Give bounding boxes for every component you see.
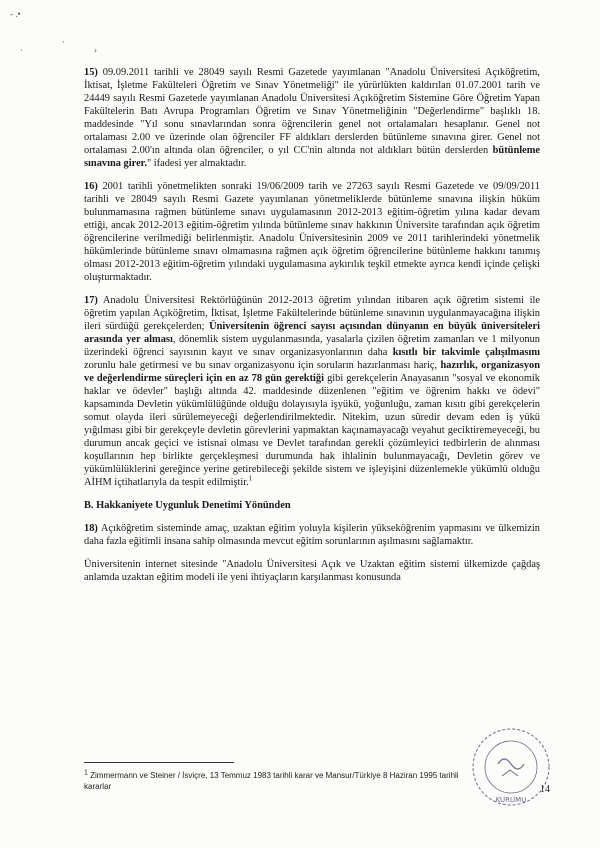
footnote-reference: 1 bbox=[248, 474, 253, 483]
paragraph-text: 2001 tarihli yönetmelikten sonraki 19/06/2009 tarih ve 27263 sayılı Resmi Gazetede ve 09/09/2011 tarihli ve 28049 sayılı Resmi Gazete yayımlanan yönetmeliklerde bütünleme sınavına ilişkin hüküm bulunmamasına rağmen bütünleme sınavı uygulamasının 2012-2013 eğitim-öğretim yılına kadar devam ettiği, ancak 2012-2013 eğitim-öğretim yılında bütünleme sınav hakkının Üniversite tarafından açık öğretim öğrencilerine verilmediği belirlenmiştir. Anadolu Üniversitesinin 2009 ve 2011 tarihlerindeki yönetmelik hükümlerinde bütünleme sınavı olmamasına rağmen açık öğretim öğrencilerine bütünleme hakkını tanımış olması 2012-2013 eğitim-öğretim yılındaki uygulamasına aykırılık teşkil etmekte ayrıca kendi içinde çelişki oluşturmaktadır. bbox=[84, 181, 540, 283]
paragraph-bold-text: bütünleme sınavına girer. bbox=[84, 145, 540, 169]
footnote bbox=[84, 770, 464, 792]
document-body bbox=[84, 66, 540, 594]
stamp-text: KURUMU bbox=[495, 796, 527, 804]
paragraph-15 bbox=[84, 66, 540, 170]
paragraph-text: zorunlu hale getirmesi ve bu sınav organizasyonu için soruların hazırlanması hariç, bbox=[84, 360, 441, 371]
paragraph-bold-text: hazırlık, organizasyon ve değerlendirme süreçleri için en az 78 gün gerektiği bbox=[84, 360, 540, 384]
paragraph-number: 17) bbox=[84, 295, 98, 306]
paragraph-text: " ifadesi yer almaktadır. bbox=[146, 158, 247, 169]
paragraph-number: 18) bbox=[84, 523, 98, 534]
footnote-text: Zimmermann ve Steiner / İsviçre, 13 Temmuz 1983 tarihli karar ve Mansur/Türkiye 8 Haziran 1995 tarihli kararlar bbox=[84, 771, 459, 791]
paragraph-19: Üniversitenin internet sitesinde "Anadolu Üniversitesi Açık ve Uzaktan eğitim sistemi ülkemizde çağdaş anlamda uzaktan eğitim modeli ile yeni ihtiyaçların karşılanması konusunda bbox=[84, 559, 540, 583]
paragraph-text: 09.09.2011 tarihli ve 28049 sayılı Resmi Gazetede yayımlanan "Anadolu Üniversitesi Açıköğretim, İktisat, İşletme Fakülteleri Öğretim ve Sınav Yönetmeliği" ile yürürlükten kaldırılan 01.07.2001 tarih ve 24449 sayılı Resmi Gazetede yayımlanan Anadolu Üniversitesi Açıköğretim Sistemine Göre Öğretim Yapan Fakültelerin Batı Avrupa Programları Öğretim ve Sınav Yönetmeliğinin "Değerlendirme" başlıklı 18. maddesinde "Yıl sonu sınavlarından sonra öğrencilerin genel not ortalamaları hesaplanır. Genel not ortalaması 2.00 ve üzerinde olan öğrenciler FF aldıkları derslerden bütünleme sınavına girer. Genel not ortalaması 2.00'ın altında olan öğrenciler, o yıl CC'nin altında not aldıkları bütün derslerden bbox=[84, 67, 540, 156]
official-seal-stamp bbox=[468, 724, 554, 810]
section-heading: B. Hakkaniyete Uygunluk Denetimi Yönünden bbox=[84, 500, 291, 511]
footnote-divider bbox=[84, 762, 234, 763]
paragraph-16 bbox=[84, 180, 540, 284]
paragraph-text: Açıköğretim sisteminde amaç, uzaktan eğitim yoluyla kişilerin yükseköğrenim yapmasını ve ülkemizin daha fazla eğitimli insana sahip olmasında mevcut eğitim sorunlarının aşılmasını sağlamaktır. bbox=[84, 523, 540, 547]
document-page: - .• · · › 15) 09.09.2011 tarihli ve 28049 sayılı Resmi Gazetede yayımlanan "Anadolu Üniversitesi Açıköğretim, İktisat, İşletme Fakülteleri Öğretim ve Sınav Yönetmeliği" ile yürürlükten kaldırılan 01.07.2001 tarih ve 24449 sayılı Resmi Gazetede yayımlanan Anadolu Üniversitesi Açıköğretim Sistemine Göre Öğretim Yapan Fakültelerin Batı Avrupa Programları Öğretim ve Sınav Yönetmeliğinin "Değerlendirme" başlıklı 18. maddesinde "Yıl sonu sınavlarından sonra öğrencilerin genel not ortalamaları hesaplanır. Genel not ortalaması 2.00 ve üzerinde olan öğrenciler FF aldıkları derslerden bütünleme sınavına girer. Genel not ortalaması 2.00'ın altında olan öğrenciler, o yıl CC'nin altında not aldıkları bütün derslerden bütünleme sınavına girer." ifadesi yer almaktadır. 16) 2001 tarihli yönetmelikten sonraki 19/06/2009 tarih ve 27263 sayılı Resmi Gazetede ve 09/09/2011 tarihli ve 28049 sayılı Resmi Gazete yayımlanan yönetmeliklerde bütünleme sınavına ilişkin hüküm bulunmamasına rağmen bütünleme sınavı uygulamasının 2012-2013 eğitim-öğretim yılına kadar devam ettiği, ancak 2012-2013 eğitim-öğretim yılında bütünleme sınav hakkının Üniversite tarafından açık öğretim öğrencilerine verilmediği belirlenmiştir. Anadolu Üniversitesinin 2009 ve 2011 tarihlerindeki yönetmelik hükümlerinde bütünleme sınavı olmamasına rağmen açık öğretim öğrencilerine bütünleme hakkını tanımış olması 2012-2013 eğitim-öğretim yılındaki uygulamasına aykırılık teşkil etmekte ayrıca kendi içinde çelişki oluşturmaktadır. 17) Anadolu Üniversitesi Rektörlüğünün 2012-2013 öğretim yılından itibaren açık öğretim sistemi ile öğretim yapılan Açıköğretim, İktisat, İşletme Fakültelerinde bütünleme sınavının uygulanmayacağına ilişkin ileri sürdüğü gerekçelerden; Üniversitenin öğrenci sayısı açısından dünyanın en büyük üniversiteleri arasında yer alması, dönemlik sistem uygulanmasında, yasalarla çizilen öğretim zamanları ve 1 milyonun üzerindeki öğrenci sayısının kayıt ve sınav organizasyonlarının daha kısıtlı bir takvimle çalışılmasını zorunlu hale getirmesi ve bu sınav organizasyonu için soruların hazırlanması hariç, hazırlık, organizasyon ve değerlendirme süreçleri için en az 78 gün gerektiği gibi gerekçelerin Anayasanın "sosyal ve ekonomik haklar ve ödevler" başlığı altında 42. maddesinde düzenlenen "eğitim ve öğrenim hakkı ve ödevi" kapsamında Devletin yükümlülüğünde olduğu dolayısıyla işyükü, yoğunluğu, zaman kısıtı gibi gerekçelerin somut olayda ileri sürülemeyeceği değerlendirilmektedir. Nitekim, uzun süredir devam eden iş yükü yığılması gibi bir gerekçeyle devletin görevlerini yapmaktan kaçınamayacağı veyahut geciktiremeyeceği, bu durumun ancak geçici ve istisnai olması ve Devlet tarafından gerekli çözümleyici tedbirlerin de alınması koşullarının hep birlikte gerçekleşmesi durumunda hak ihlalinin bulunmayacağı, Devletin görev ve yükümlülüklerini gereğince yerine getirebileceği şekilde sistem ve işleyişini düzenlemekle yükümlü olduğu AİHM içtihatlarıyla da tespit edilmiştir.$^1$ B. Hakkaniyete Uygunluk Denetimi Yönünden 18) Açıköğretim sisteminde amaç, uzaktan eğitim yoluyla kişilerin yükseköğrenim yapmasını ve ülkemizin daha fazla eğitimli insana sahip olmasında mevcut eğitim sorunlarının aşılmasını sağlamaktır. Üniversitenin internet sitesinde "Anadolu Üniversitesi Açık ve Uzaktan eğitim sistemi ülkemizde çağdaş anlamda uzaktan eğitim modeli ile yeni ihtiyaçların karşılanması konusunda $^1$ Zimmermann ve Steiner / İsviçre, 13 Temmuz 1983 tarihli karar ve Mansur/Türkiye 8 Haziran 1995 tarihli kararlar KURUMU 14 bbox=[0, 0, 600, 848]
paragraph-text: Anadolu Üniversitesi Rektörlüğünün 2012-2013 öğretim yılından itibaren açık öğretim sistemi ile öğretim yapılan Açıköğretim, İktisat, İşletme Fakültelerinde bütünleme sınavının uygulanmayacağına ilişkin ileri sürdüğü gerekçelerden; bbox=[84, 295, 540, 332]
paragraph-text: gibi gerekçelerin Anayasanın "sosyal ve ekonomik haklar ve ödevler" başlığı altında 42. maddesinde düzenlenen "eğitim ve öğrenim hakkı ve ödevi" kapsamında Devletin yükümlülüğünde olduğu dolayısıyla işyükü, yoğunluğu, zaman kısıtı gibi gerekçelerin somut olayda ileri sürülemeyeceği değerlendirilmektedir. Nitekim, uzun süredir devam eden iş yükü yığılması gibi bir gerekçeyle devletin görevlerini yapmaktan kaçınamayacağı veyahut geciktiremeyeceği, bu durumun ancak geçici ve istisnai olması ve Devlet tarafından gerekli çözümleyici tedbirlerin de alınması koşullarının hep birlikte gerçekleşmesi durumunda hak ihlalinin bulunmayacağı, Devletin görev ve yükümlülüklerini gereğince yerine getirebileceği şekilde sistem ve işleyişini düzenlemekle yükümlü olduğu AİHM içtihatlarıyla da tespit edilmiştir. bbox=[84, 373, 540, 488]
paragraph-text: , dönemlik sistem uygulanmasında, yasalarla çizilen öğretim zamanları ve 1 milyonun üzerindeki öğrenci sayısının kayıt ve sınav organizasyonlarının daha bbox=[84, 334, 540, 358]
paragraph-bold-text: Üniversitenin öğrenci sayısı açısından dünyanın en büyük üniversiteleri arasında yer alması bbox=[84, 321, 540, 345]
paragraph-number: 16) bbox=[84, 181, 98, 192]
page-number: 14 bbox=[540, 784, 550, 795]
paragraph-bold-text: kısıtlı bir takvimle çalışılmasını bbox=[392, 347, 540, 358]
paragraph-18 bbox=[84, 522, 540, 548]
paragraph-number: 15) bbox=[84, 67, 98, 78]
paragraph-17 bbox=[84, 294, 540, 489]
footnote-marker: 1 bbox=[84, 769, 88, 777]
